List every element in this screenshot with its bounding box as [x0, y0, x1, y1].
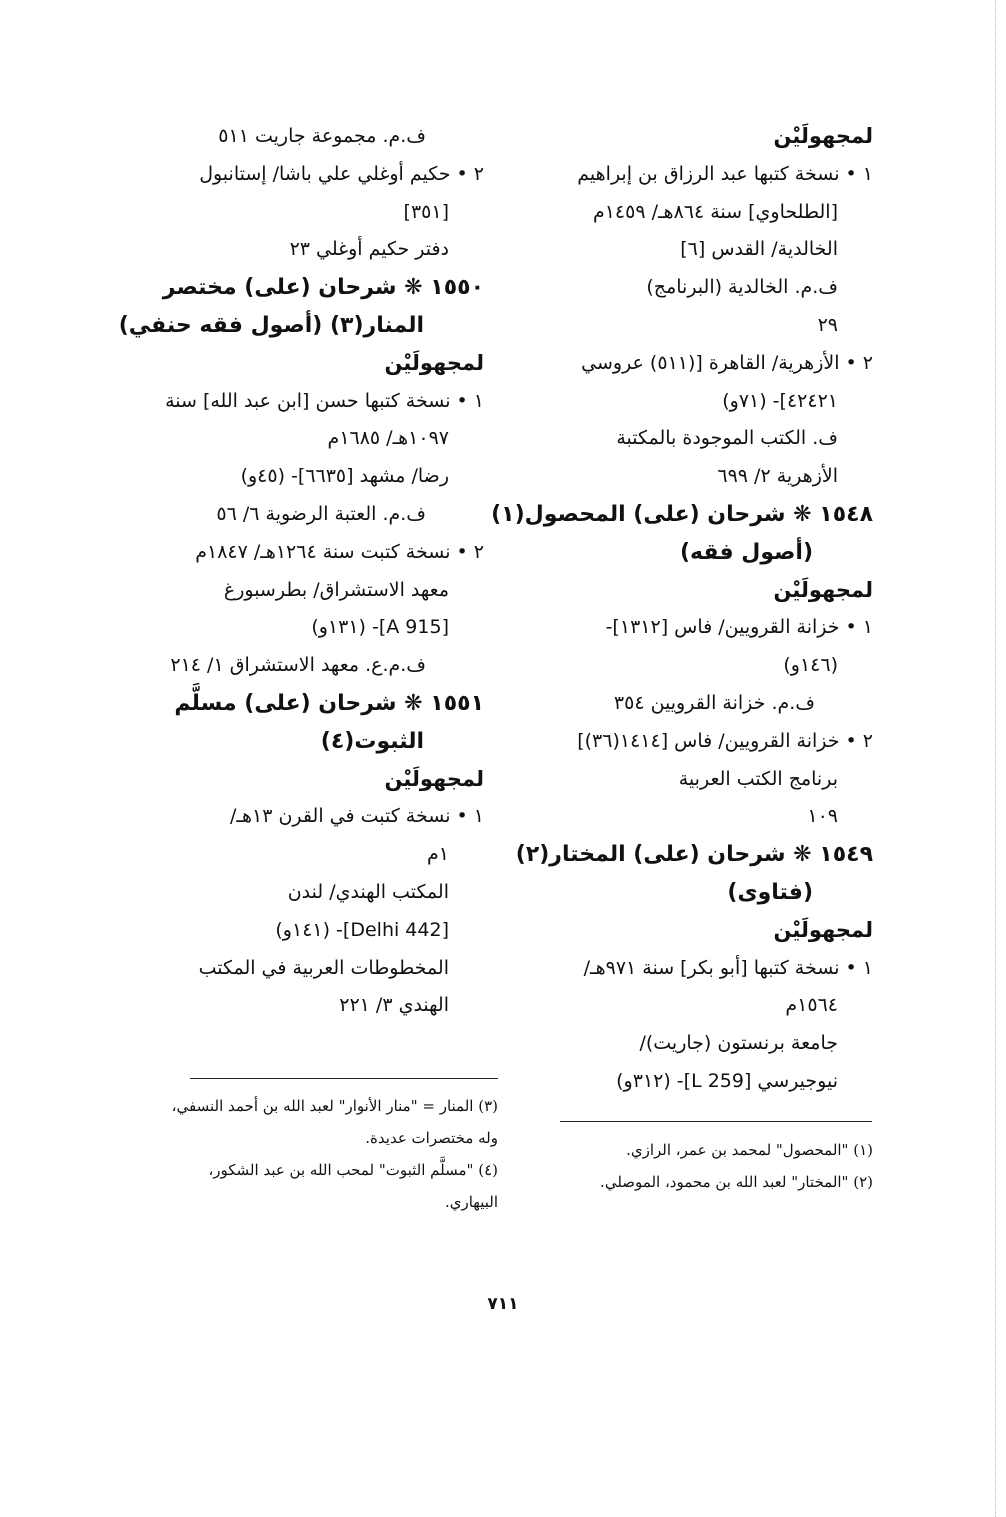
text-line: ١٠٩٧هـ/ ١٦٨٥م	[327, 427, 449, 450]
entry-heading-cont: (فتاوى)	[727, 879, 813, 905]
scan-margin-line	[995, 0, 996, 1517]
entry-heading: ١٥٥١ ❋ شرحان (على) مسلَّم	[174, 690, 484, 716]
right-column	[491, 118, 873, 1101]
entry-heading: ١٥٤٨ ❋ شرحان (على) المحصول(١)	[491, 501, 873, 527]
text-line: ف.م.ع. معهد الاستشراق ١/ ٢١٤	[170, 654, 426, 677]
subheading: لمجهولَيْن	[384, 766, 484, 791]
text-line: (١٤٦و)	[783, 654, 838, 677]
list-item: ١ • نسخة كتبها عبد الرزاق بن إبراهيم	[577, 162, 873, 185]
subheading: لمجهولَيْن	[773, 124, 873, 148]
list-item: ٢ • الأزهرية/ القاهرة [(٥١١) عروسي	[581, 351, 873, 374]
left-column	[118, 118, 484, 1025]
text-line: ف.م. مجموعة جاريت ٥١١	[218, 125, 426, 147]
footnote-line: وله مختصرات عديدة.	[365, 1129, 498, 1147]
list-item: ١ • نسخة كتبها [أبو بكر] سنة ٩٧١هـ/	[583, 956, 873, 979]
footnote-separator-left	[190, 1078, 498, 1079]
list-item: ١ • خزانة القرويين/ فاس [١٣١٢]-	[605, 616, 873, 639]
entry-heading: ١٥٥٠ ❋ شرحان (على) مختصر	[162, 275, 484, 301]
text-line: ٢٩	[817, 313, 838, 336]
text-line: دفتر حكيم أوغلي ٢٣	[289, 238, 449, 261]
entry-heading-cont: الثبوت(٤)	[320, 728, 424, 754]
footnote-line: البيهاري.	[444, 1193, 498, 1211]
footnote-line: (٢) "المختار" لعبد الله بن محمود، الموصلي.	[600, 1173, 873, 1191]
entry-heading-cont: المنار(٣) (أصول فقه حنفي)	[118, 312, 424, 338]
text-line: [Delhi 442]- (١٤١و)	[275, 918, 449, 941]
footnote-line: (١) "المحصول" لمحمد بن عمر، الرازي.	[626, 1141, 873, 1159]
footnotes-left	[168, 1090, 498, 1218]
text-line: رضا/ مشهد [٦٦٣٥]- (٤٥و)	[240, 465, 449, 488]
text-line: [A 915]- (١٣١و)	[311, 616, 449, 639]
list-item: ١ • نسخة كتبت في القرن ١٣هـ/	[230, 805, 484, 828]
text-line: برنامج الكتب العربية	[678, 767, 838, 790]
subheading: لمجهولَيْن	[384, 350, 484, 375]
list-item: ٢ • خزانة القرويين/ فاس [١٤١٤(٣٦)]	[577, 729, 873, 752]
entry-heading: ١٥٤٩ ❋ شرحان (على) المختار(٢)	[515, 842, 873, 868]
text-line: نيوجيرسي [L 259]- (٣١٢و)	[616, 1069, 838, 1092]
text-line: ف. الكتب الموجودة بالمكتبة	[616, 427, 838, 450]
page-number: ٧١١	[487, 1294, 519, 1314]
list-item: ٢ • نسخة كتبت سنة ١٢٦٤هـ/ ١٨٤٧م	[195, 540, 484, 563]
text-line: معهد الاستشراق/ بطرسبورغ	[223, 578, 449, 601]
text-line: الأزهرية ٢/ ٦٩٩	[717, 465, 838, 488]
footnotes-right	[531, 1134, 873, 1198]
text-line: ٤٢٤٢١]- (٧١و)	[722, 389, 838, 412]
text-line: ف.م. الخالدية (البرنامج)	[646, 276, 838, 299]
text-line: [٣٥١]	[403, 200, 449, 223]
footnote-line: (٤) "مسلَّم الثبوت" لمحب الله بن عبد الشكور،	[208, 1161, 498, 1179]
entry-heading-cont: (أصول فقه)	[679, 539, 813, 565]
text-line: المكتب الهندي/ لندن	[287, 880, 449, 903]
text-line: ف.م. العتبة الرضوية ٦/ ٥٦	[216, 502, 426, 525]
text-line: ١٥٦٤م	[785, 994, 838, 1017]
text-line: المخطوطات العربية في المكتب	[198, 956, 449, 979]
list-item: ١ • نسخة كتبها حسن [ابن عبد الله] سنة	[165, 389, 484, 412]
text-line: [الطلحاوي] سنة ٨٦٤هـ/ ١٤٥٩م	[592, 200, 838, 223]
text-line: ١٠٩	[807, 805, 838, 828]
text-line: ١م	[427, 843, 449, 866]
text-line: جامعة برنستون (جاريت)/	[639, 1032, 838, 1055]
text-line: ف.م. خزانة القرويين ٣٥٤	[613, 691, 815, 714]
footnote-line: (٣) المنار = "منار الأنوار" لعبد الله بن أحمد النسفي،	[171, 1097, 498, 1115]
footnote-separator-right	[560, 1121, 872, 1122]
list-item: ٢ • حكيم أوغلي علي باشا/ إستانبول	[199, 162, 484, 185]
subheading: لمجهولَيْن	[773, 917, 873, 942]
subheading: لمجهولَيْن	[773, 577, 873, 602]
text-line: الهندي ٣/ ٢٢١	[339, 994, 449, 1017]
text-line: الخالدية/ القدس [٦]	[680, 238, 838, 261]
